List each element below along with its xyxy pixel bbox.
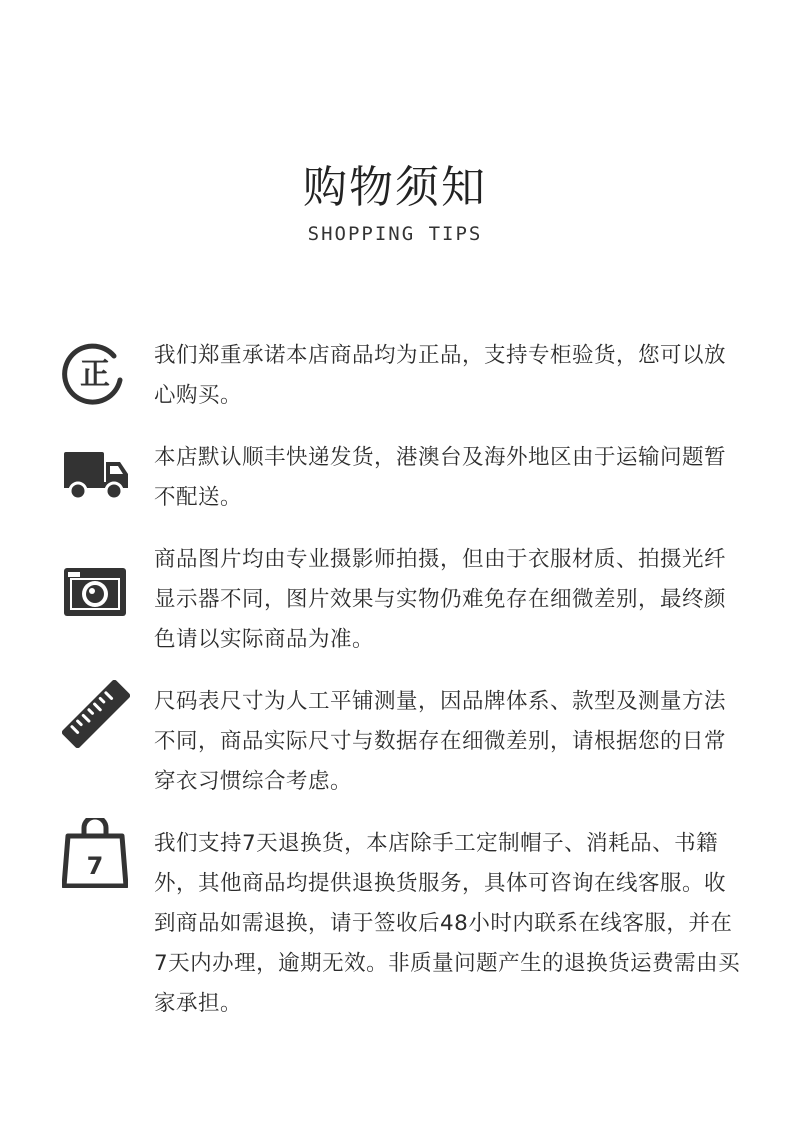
- tip-authentic: [0, 336, 790, 416]
- page-title: 购物须知: [303, 162, 487, 213]
- tip-text-authentic: 我们郑重承诺本店商品均为正品，支持专柜验货，您可以放心购买。: [154, 343, 727, 408]
- tip-return: [0, 824, 790, 1024]
- tip-text-return: 我们支持7天退换货，本店除手工定制帽子、消耗品、书籍外，其他商品均提供退换货服务，具体可咨询在线客服。收到商品如需退换，请于签收后48小时内联系在线客服，并在7天内办理，逾期无效。非质量问题产生的退换货运费需由买家承担。: [154, 831, 741, 1016]
- tips-list: [0, 336, 790, 1024]
- tip-text-photo: 商品图片均由专业摄影师拍摄，但由于衣服材质、拍摄光纤显示器不同，图片效果与实物仍难免存在细微差别，最终颜色请以实际商品为准。: [154, 547, 727, 652]
- tip-photo: [0, 540, 790, 660]
- svg-text:7: 7: [86, 852, 104, 880]
- svg-text:正: 正: [80, 357, 110, 392]
- tip-delivery: [0, 438, 790, 518]
- tip-size: [0, 682, 790, 802]
- tip-text-delivery: 本店默认顺丰快递发货，港澳台及海外地区由于运输问题暂不配送。: [154, 445, 727, 510]
- page-subtitle: SHOPPING TIPS: [307, 223, 483, 245]
- page-header: [0, 160, 790, 246]
- tip-text-size: 尺码表尺寸为人工平铺测量，因品牌体系、款型及测量方法不同，商品实际尺寸与数据存在细微差别，请根据您的日常穿衣习惯综合考虑。: [154, 689, 727, 794]
